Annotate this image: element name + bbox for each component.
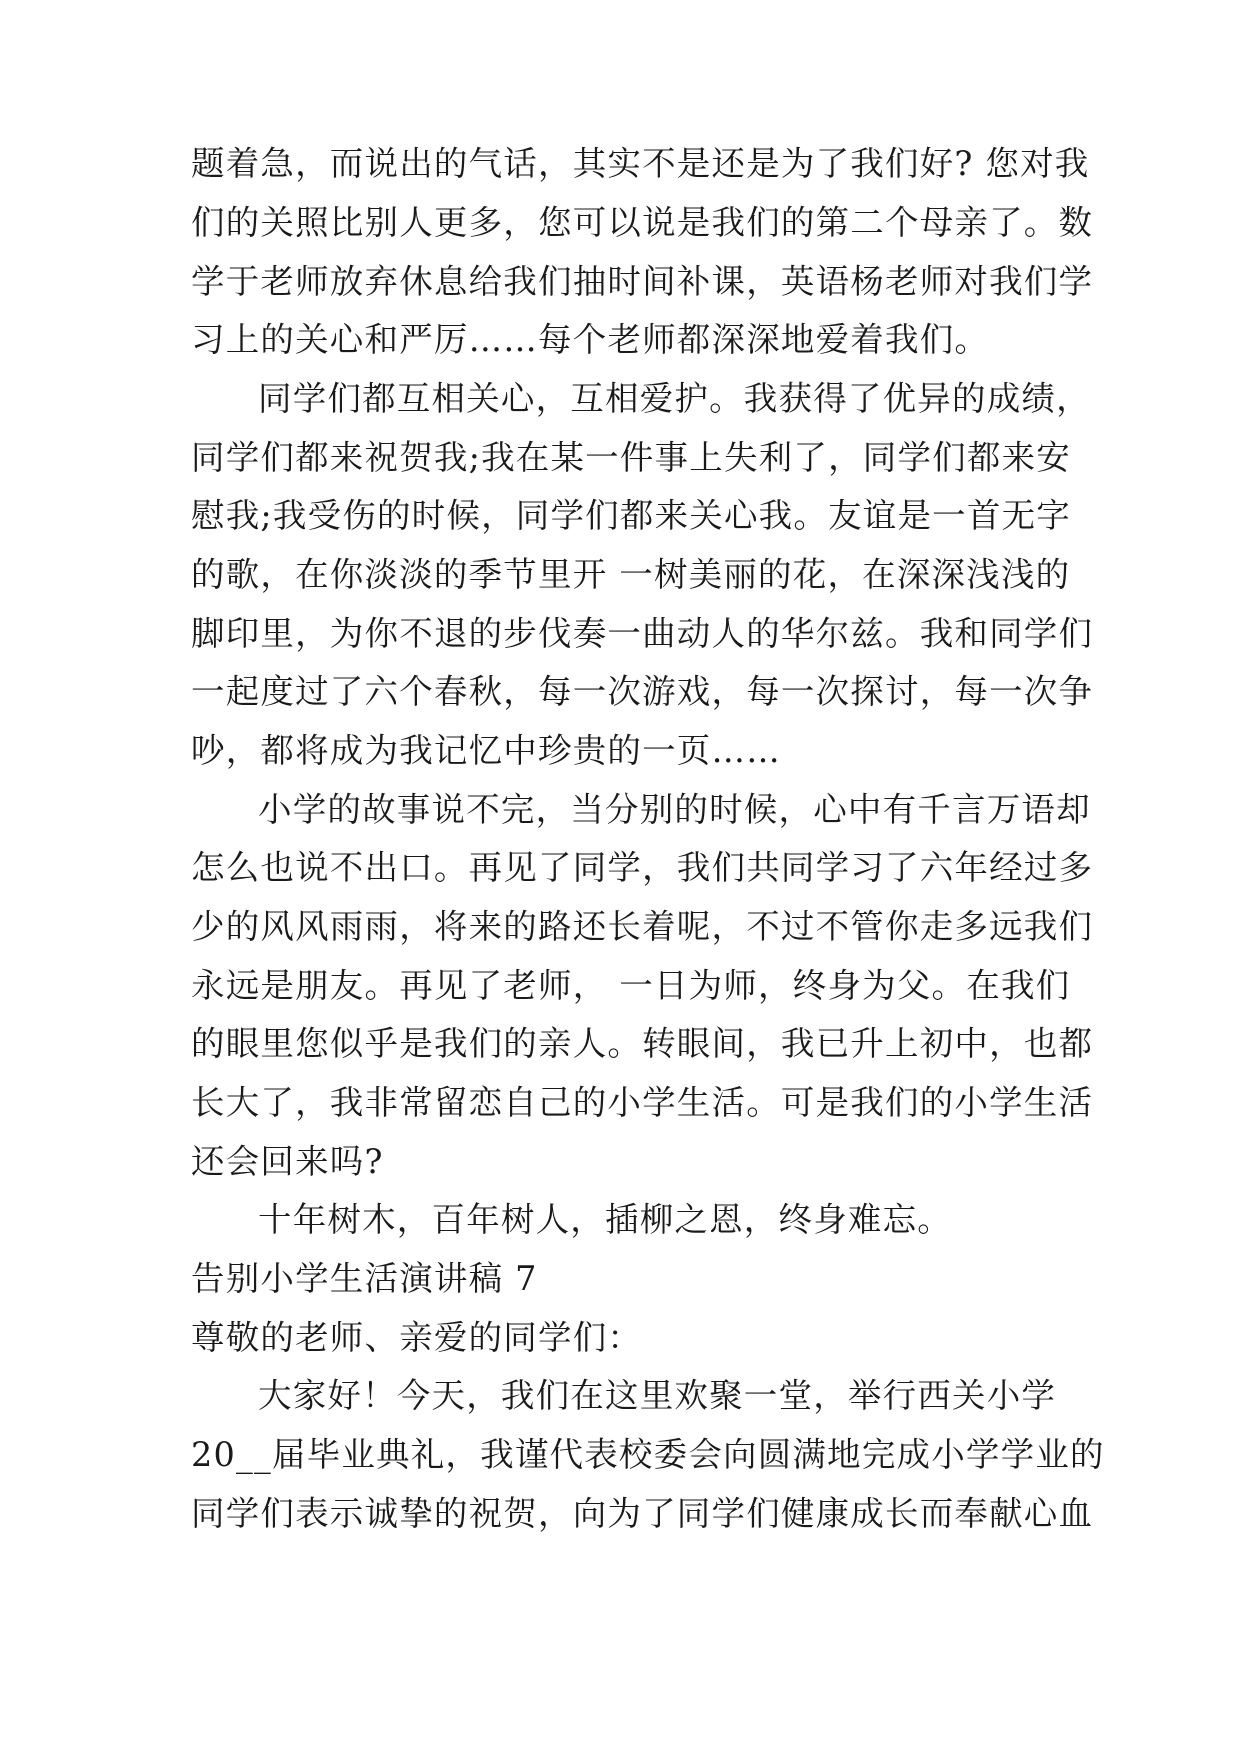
text-line: 题着急，而说出的气话，其实不是还是为了我们好? 您对我: [191, 144, 1090, 183]
paragraph-start-line: 大家好！今天，我们在这里欢聚一堂，举行西关小学: [258, 1376, 1057, 1415]
text-line: 们的关照比别人更多，您可以说是我们的第二个母亲了。数: [191, 203, 1094, 242]
text-line: 吵，都将成为我记忆中珍贵的一页……: [191, 731, 781, 770]
text-line: 学于老师放弃休息给我们抽时间补课，英语杨老师对我们学: [191, 262, 1094, 301]
text-line: 还会回来吗?: [191, 1142, 384, 1181]
text-line: 脚印里，为你不退的步伐奏一曲动人的华尔兹。我和同学们: [191, 614, 1094, 653]
section-heading: 告别小学生活演讲稿 7: [191, 1259, 538, 1298]
text-line: 一起度过了六个春秋，每一次游戏，每一次探讨，每一次争: [191, 672, 1094, 711]
text-line: 怎么也说不出口。再见了同学，我们共同学习了六年经过多: [191, 848, 1094, 887]
text-line: 慰我;我受伤的时候，同学们都来关心我。友谊是一首无字: [191, 496, 1071, 535]
text-line: 永远是朋友。再见了老师， 一日为师，终身为父。在我们: [191, 966, 1071, 1005]
text-line: 长大了，我非常留恋自己的小学生活。可是我们的小学生活: [191, 1083, 1094, 1122]
paragraph-start-line: 同学们都互相关心，互相爱护。我获得了优异的成绩，: [258, 379, 1091, 418]
paragraph-start-line: 十年树木，百年树人，插柳之恩，终身难忘。: [258, 1200, 952, 1239]
text-line: 习上的关心和严厉……每个老师都深深地爱着我们。: [191, 320, 990, 359]
text-line: 的歌，在你淡淡的季节里开 一树美丽的花，在深深浅浅的: [191, 555, 1071, 594]
paragraph-start-line: 小学的故事说不完，当分别的时候，心中有千言万语却: [258, 790, 1091, 829]
text-line: 20__届毕业典礼，我谨代表校委会向圆满地完成小学学业的: [191, 1435, 1105, 1474]
text-line: 同学们表示诚挚的祝贺，向为了同学们健康成长而奉献心血: [191, 1494, 1094, 1533]
text-line: 的眼里您似乎是我们的亲人。转眼间，我已升上初中，也都: [191, 1024, 1094, 1063]
text-line: 同学们都来祝贺我;我在某一件事上失利了，同学们都来安: [191, 438, 1071, 477]
text-line: 少的风风雨雨，将来的路还长着呢，不过不管你走多远我们: [191, 907, 1094, 946]
salutation-line: 尊敬的老师、亲爱的同学们：: [191, 1318, 643, 1357]
